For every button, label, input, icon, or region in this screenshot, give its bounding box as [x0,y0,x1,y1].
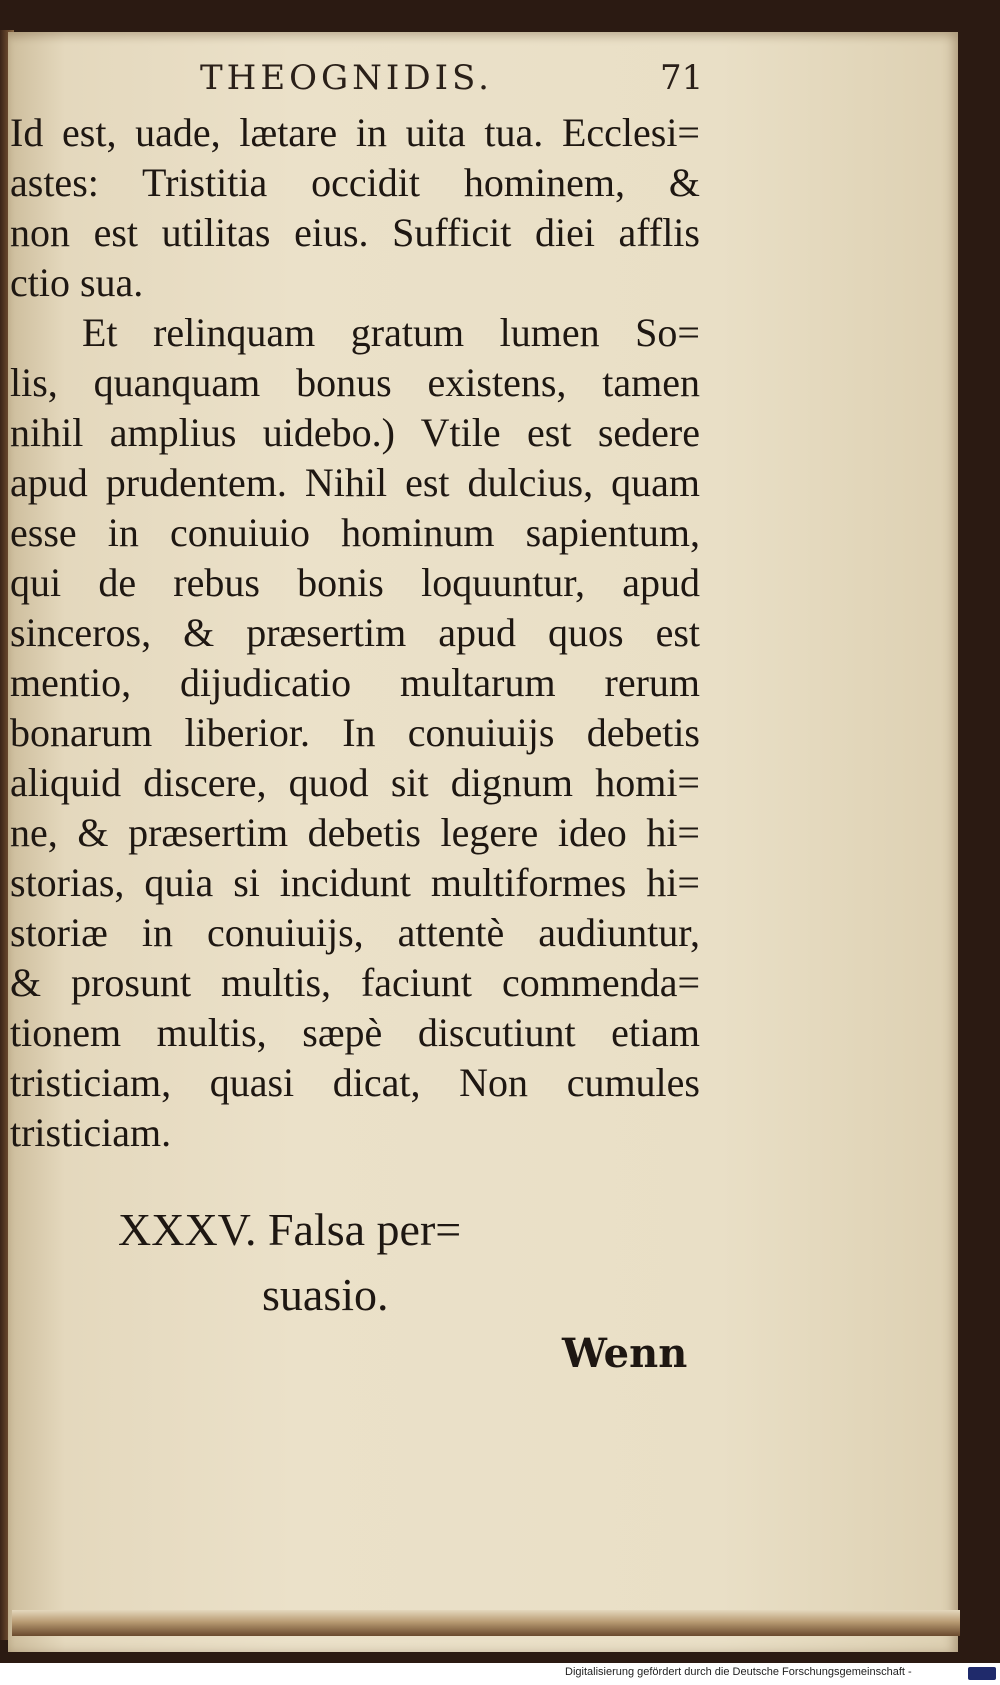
section-heading-continuation: suasio. [262,1269,389,1320]
text-line: non est utilitas eius. Sufficit diei afflis [10,210,700,255]
section-heading: XXXV. Falsa per= [118,1204,462,1255]
text-line: tristiciam. [10,1110,172,1155]
text-line: storiæ in conuiuijs, attentè audiuntur, [10,910,700,955]
page-number: 71 [660,58,704,98]
text-line: storias, quia si incidunt multiformes hi= [10,860,700,905]
text-line: nihil amplius uidebo.) Vtile est sedere [10,410,700,455]
dfg-logo-icon [968,1667,996,1680]
catchword: Wenn [562,1330,688,1377]
text-line: ne, & præsertim debetis legere ideo hi= [10,810,700,855]
body-text [10,108,700,1158]
text-line: tionem multis, sæpè discutiunt etiam [10,1010,700,1055]
text-line: qui de rebus bonis loquuntur, apud [10,560,700,605]
text-line: mentio, dijudicatio multarum rerum [10,660,700,705]
text-line: lis, quanquam bonus existens, tamen [10,360,700,405]
text-line: apud prudentem. Nihil est dulcius, quam [10,460,700,505]
running-head: THEOGNIDIS. [200,58,493,98]
text-line: astes: Tristitia occidit hominem, & [10,160,700,205]
text-line: esse in conuiuio hominum sapientum, [10,510,700,555]
digitization-credit: Digitalisierung gefördert durch die Deutsche Forschungsgemeinschaft - [565,1666,912,1678]
text-line: Id est, uade, lætare in uita tua. Ecclesi= [10,110,700,155]
text-line: sinceros, & præsertim apud quos est [10,610,700,655]
text-line: tristiciam, quasi dicat, Non cumules [10,1060,700,1105]
text-line: bonarum liberior. In conuiuijs debetis [10,710,700,755]
page-bottom-edge [12,1610,960,1636]
text-line: aliquid discere, quod sit dignum homi= [10,760,700,805]
text-line: ctio sua. [10,260,144,305]
text-line: Et relinquam gratum lumen So= [82,310,700,355]
text-line: & prosunt multis, faciunt commenda= [10,960,700,1005]
